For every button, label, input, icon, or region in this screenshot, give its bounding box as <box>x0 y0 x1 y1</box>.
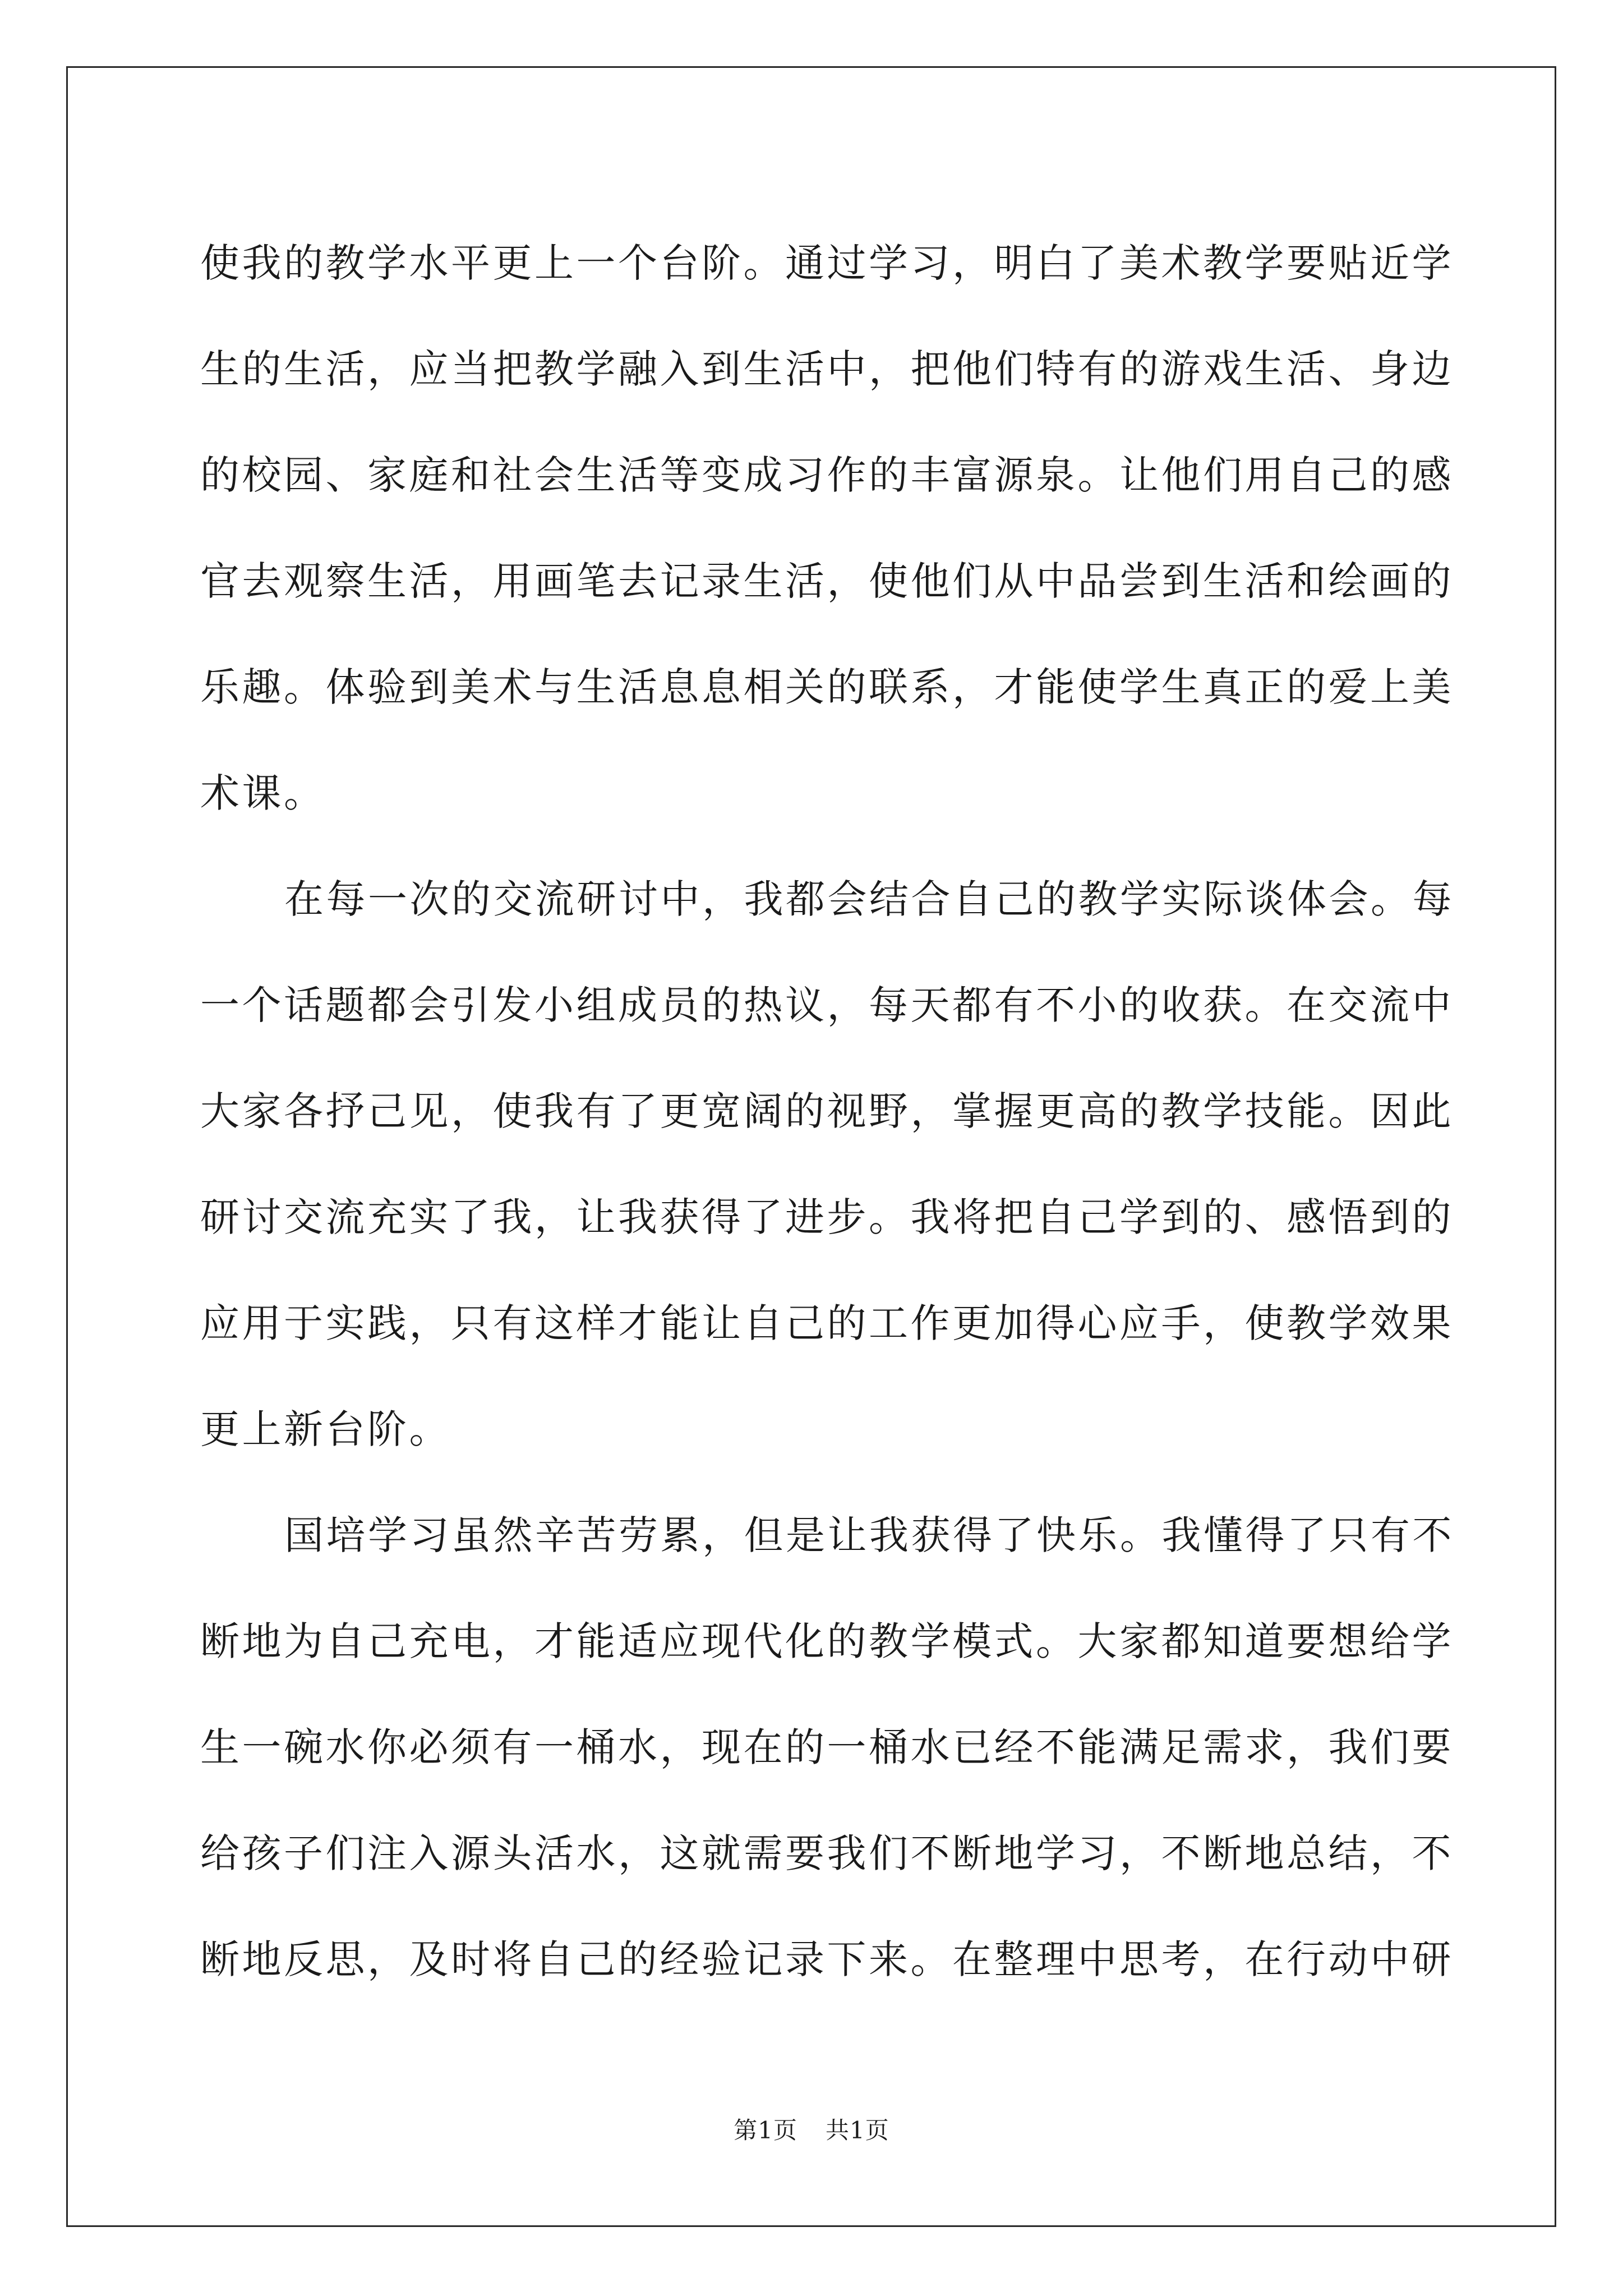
text-line: 给孩子们注入源头活水，这就需要我们不断地学习，不断地总结，不 <box>200 1830 1454 1876</box>
text-line: 应用于实践，只有这样才能让自己的工作更加得心应手，使教学效果 <box>200 1300 1454 1346</box>
text-line: 大家各抒己见，使我有了更宽阔的视野，掌握更高的教学技能。因此 <box>200 1088 1454 1134</box>
page-footer <box>0 2114 1623 2147</box>
text-line: 术课。 <box>200 770 326 816</box>
page-number: 第1页 <box>734 2116 797 2144</box>
text-line: 断地为自己充电，才能适应现代化的教学模式。大家都知道要想给学 <box>200 1618 1454 1664</box>
text-line: 使我的教学水平更上一个台阶。通过学习，明白了美术教学要贴近学 <box>200 240 1454 286</box>
paragraph-2 <box>200 846 1454 1483</box>
text-line: 的校园、家庭和社会生活等变成习作的丰富源泉。让他们用自己的感 <box>200 452 1454 498</box>
text-line: 一个话题都会引发小组成员的热议，每天都有不小的收获。在交流中 <box>200 982 1454 1028</box>
text-line: 生一碗水你必须有一桶水，现在的一桶水已经不能满足需求，我们要 <box>200 1724 1454 1770</box>
document-body <box>200 210 1454 2013</box>
text-line: 官去观察生活，用画笔去记录生活，使他们从中品尝到生活和绘画的 <box>200 558 1454 604</box>
paragraph-1 <box>200 210 1454 846</box>
text-line: 更上新台阶。 <box>200 1406 451 1452</box>
text-line: 国培学习虽然辛苦劳累，但是让我获得了快乐。我懂得了只有不 <box>284 1512 1454 1558</box>
text-line: 乐趣。体验到美术与生活息息相关的联系，才能使学生真正的爱上美 <box>200 664 1454 710</box>
text-line-indented <box>200 846 1454 953</box>
page-total: 共1页 <box>826 2116 889 2144</box>
text-line-indented <box>200 1483 1454 1589</box>
text-line: 研讨交流充实了我，让我获得了进步。我将把自己学到的、感悟到的 <box>200 1194 1454 1240</box>
text-line: 断地反思，及时将自己的经验记录下来。在整理中思考，在行动中研 <box>200 1936 1454 1982</box>
paragraph-3 <box>200 1483 1454 2013</box>
text-line: 在每一次的交流研讨中，我都会结合自己的教学实际谈体会。每 <box>284 876 1454 922</box>
text-line: 生的生活，应当把教学融入到生活中，把他们特有的游戏生活、身边 <box>200 346 1454 392</box>
